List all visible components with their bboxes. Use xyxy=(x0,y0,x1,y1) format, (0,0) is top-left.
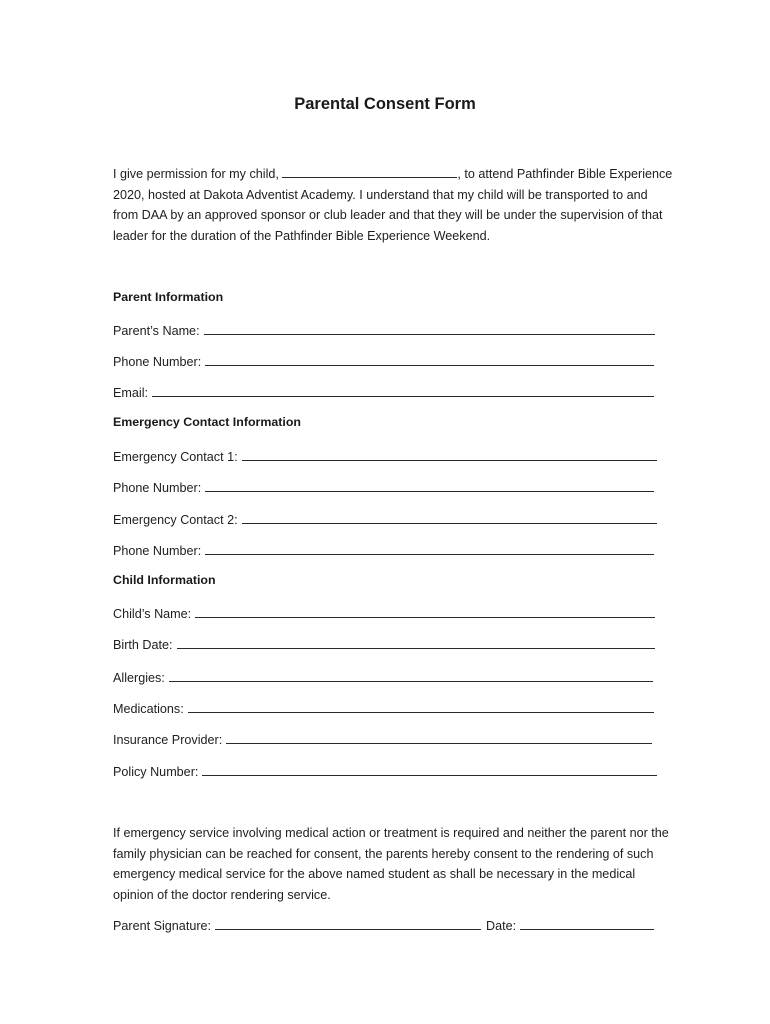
child-name-label: Child’s Name: xyxy=(113,607,192,621)
emergency-phone-1-line[interactable] xyxy=(205,491,654,492)
page-title: Parental Consent Form xyxy=(294,95,476,113)
allergies-label: Allergies: xyxy=(113,671,165,685)
allergies-line[interactable] xyxy=(169,681,653,682)
emergency-contact-2-label: Emergency Contact 2: xyxy=(113,513,238,527)
child-name-blank[interactable] xyxy=(282,165,457,178)
parent-name-label: Parent’s Name: xyxy=(113,324,200,338)
insurance-provider-field[interactable] xyxy=(113,729,652,747)
child-information-heading: Child Information xyxy=(113,573,216,587)
child-name-field[interactable] xyxy=(113,603,655,621)
parent-email-label: Email: xyxy=(113,386,148,400)
birth-date-label: Birth Date: xyxy=(113,638,173,652)
emergency-consent-paragraph: If emergency service involving medical action or treatment is required and neither the parent nor the family physician can be reached for consent, the parents hereby consent to the rendering of such emergency medical service for the above named student as shall be necessary in the medical opinion of the doctor rendering service. xyxy=(113,826,669,902)
emergency-contact-2-line[interactable] xyxy=(242,523,657,524)
emergency-phone-2-line[interactable] xyxy=(205,554,654,555)
insurance-provider-label: Insurance Provider: xyxy=(113,733,223,747)
policy-number-line[interactable] xyxy=(202,775,657,776)
parent-phone-line[interactable] xyxy=(205,365,654,366)
parent-information-heading: Parent Information xyxy=(113,290,224,304)
parent-signature-label: Parent Signature: xyxy=(113,919,212,933)
emergency-phone-1-field[interactable] xyxy=(113,477,654,495)
emergency-contact-1-line[interactable] xyxy=(242,460,657,461)
parent-email-line[interactable] xyxy=(152,396,654,397)
emergency-contact-2-field[interactable] xyxy=(113,509,657,527)
policy-number-label: Policy Number: xyxy=(113,765,199,779)
signature-row xyxy=(113,915,654,933)
emergency-contact-1-label: Emergency Contact 1: xyxy=(113,450,238,464)
birth-date-field[interactable] xyxy=(113,634,655,652)
child-name-line[interactable] xyxy=(195,617,655,618)
emergency-phone-2-label: Phone Number: xyxy=(113,544,202,558)
date-label: Date: xyxy=(486,919,517,933)
permission-paragraph xyxy=(113,164,673,246)
emergency-phone-2-field[interactable] xyxy=(113,540,654,558)
medications-field[interactable] xyxy=(113,698,654,716)
allergies-field[interactable] xyxy=(113,667,653,685)
parent-phone-label: Phone Number: xyxy=(113,355,202,369)
medications-label: Medications: xyxy=(113,702,184,716)
parent-name-line[interactable] xyxy=(204,334,655,335)
emergency-contact-1-field[interactable] xyxy=(113,446,657,464)
emergency-contact-heading: Emergency Contact Information xyxy=(113,415,301,429)
policy-number-field[interactable] xyxy=(113,761,657,779)
parent-phone-field[interactable] xyxy=(113,351,654,369)
parent-name-field[interactable] xyxy=(113,320,655,338)
permission-text-start: I give permission for my child, xyxy=(113,167,283,181)
permission-text-end: , to attend Pathfinder Bible Experience 2020, hosted at Dakota Adventist Academy. I understand that my child will be transported to and from DAA by an approved sponsor or club leader and that they will be under the supervision of that leader for the duration of the Pathfinder Bible Experience Weekend. xyxy=(113,167,673,243)
medications-line[interactable] xyxy=(188,712,654,713)
birth-date-line[interactable] xyxy=(177,648,656,649)
emergency-phone-1-label: Phone Number: xyxy=(113,481,202,495)
insurance-provider-line[interactable] xyxy=(226,743,652,744)
parent-signature-line[interactable] xyxy=(215,929,481,930)
date-line[interactable] xyxy=(520,929,654,930)
parent-email-field[interactable] xyxy=(113,382,654,400)
